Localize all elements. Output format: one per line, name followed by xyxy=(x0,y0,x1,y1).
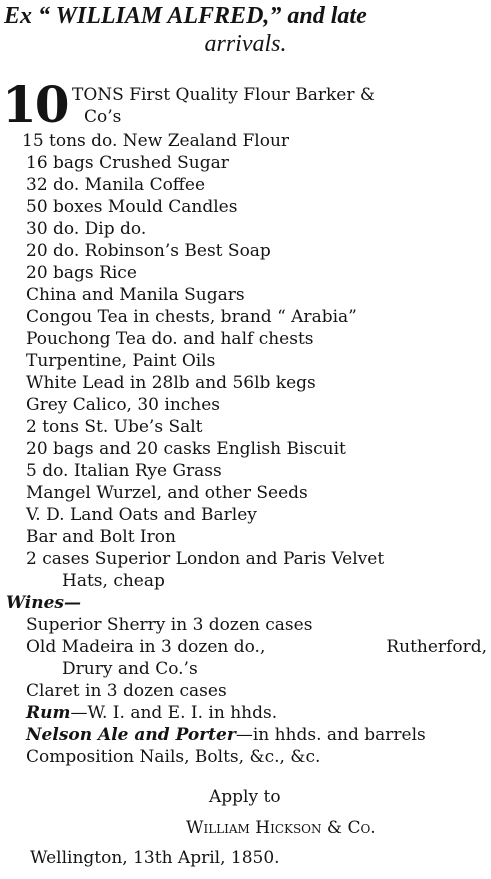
header-arrivals: arrivals. xyxy=(204,31,287,57)
list-item xyxy=(0,702,491,724)
list-item: Superior Sherry in 3 dozen cases xyxy=(26,615,313,635)
madeira-text: Old Madeira in 3 dozen do., xyxy=(26,637,266,657)
list-item: 50 boxes Mould Candles xyxy=(26,197,238,217)
list-item: 30 do. Dip do. xyxy=(26,219,147,239)
dateline: Wellington, 13th April, 1850. xyxy=(30,848,280,868)
ale-label: Nelson Ale and Porter xyxy=(26,725,236,745)
list-item: Pouchong Tea do. and half chests xyxy=(26,329,314,349)
list-item: Mangel Wurzel, and other Seeds xyxy=(26,483,308,503)
list-item: 2 tons St. Ube’s Salt xyxy=(26,417,203,437)
header-line-2 xyxy=(0,30,491,58)
list-item: China and Manila Sugars xyxy=(26,285,245,305)
list-item: 20 bags and 20 casks English Biscuit xyxy=(26,439,346,459)
list-item: 20 bags Rice xyxy=(26,263,137,283)
list-item: Claret in 3 dozen cases xyxy=(26,681,227,701)
firm-name: William Hickson & Co. xyxy=(186,818,376,838)
goods-list xyxy=(0,130,491,768)
list-item: Turpentine, Paint Oils xyxy=(26,351,216,371)
list-item: White Lead in 28lb and 56lb kegs xyxy=(26,373,316,393)
list-item: Bar and Bolt Iron xyxy=(26,527,176,547)
list-item: 16 bags Crushed Sugar xyxy=(26,153,229,173)
ale-text: —in hhds. and barrels xyxy=(235,725,426,745)
list-item-continuation: Hats, cheap xyxy=(62,571,165,591)
list-item: 15 tons do. New Zealand Flour xyxy=(22,131,290,151)
wines-heading: Wines— xyxy=(6,593,81,613)
apply-to: Apply to xyxy=(209,787,281,807)
list-item: Congou Tea in chests, brand “ Arabia” xyxy=(26,307,357,327)
list-item: V. D. Land Oats and Barley xyxy=(26,505,257,525)
header-line-1: Ex “ WILLIAM ALFRED,” and late xyxy=(4,3,367,29)
lead-line-2: Co’s xyxy=(84,107,122,127)
madeira-merchant: Rutherford, xyxy=(386,637,487,657)
list-item-continuation: Drury and Co.’s xyxy=(62,659,198,679)
lead-line-1: TONS First Quality Flour Barker & xyxy=(72,85,375,105)
list-item: Composition Nails, Bolts, &c., &c. xyxy=(26,747,321,767)
rum-text: —W. I. and E. I. in hhds. xyxy=(70,703,278,723)
drop-numeral: 10 xyxy=(2,75,68,134)
list-item: 2 cases Superior London and Paris Velvet xyxy=(26,549,385,569)
list-item: 5 do. Italian Rye Grass xyxy=(26,461,222,481)
advert-header xyxy=(0,2,491,58)
rum-label: Rum xyxy=(26,703,71,723)
list-item xyxy=(0,636,491,658)
list-item xyxy=(0,724,491,746)
list-item: 20 do. Robinson’s Best Soap xyxy=(26,241,271,261)
list-item: 32 do. Manila Coffee xyxy=(26,175,206,195)
list-item: Grey Calico, 30 inches xyxy=(26,395,221,415)
